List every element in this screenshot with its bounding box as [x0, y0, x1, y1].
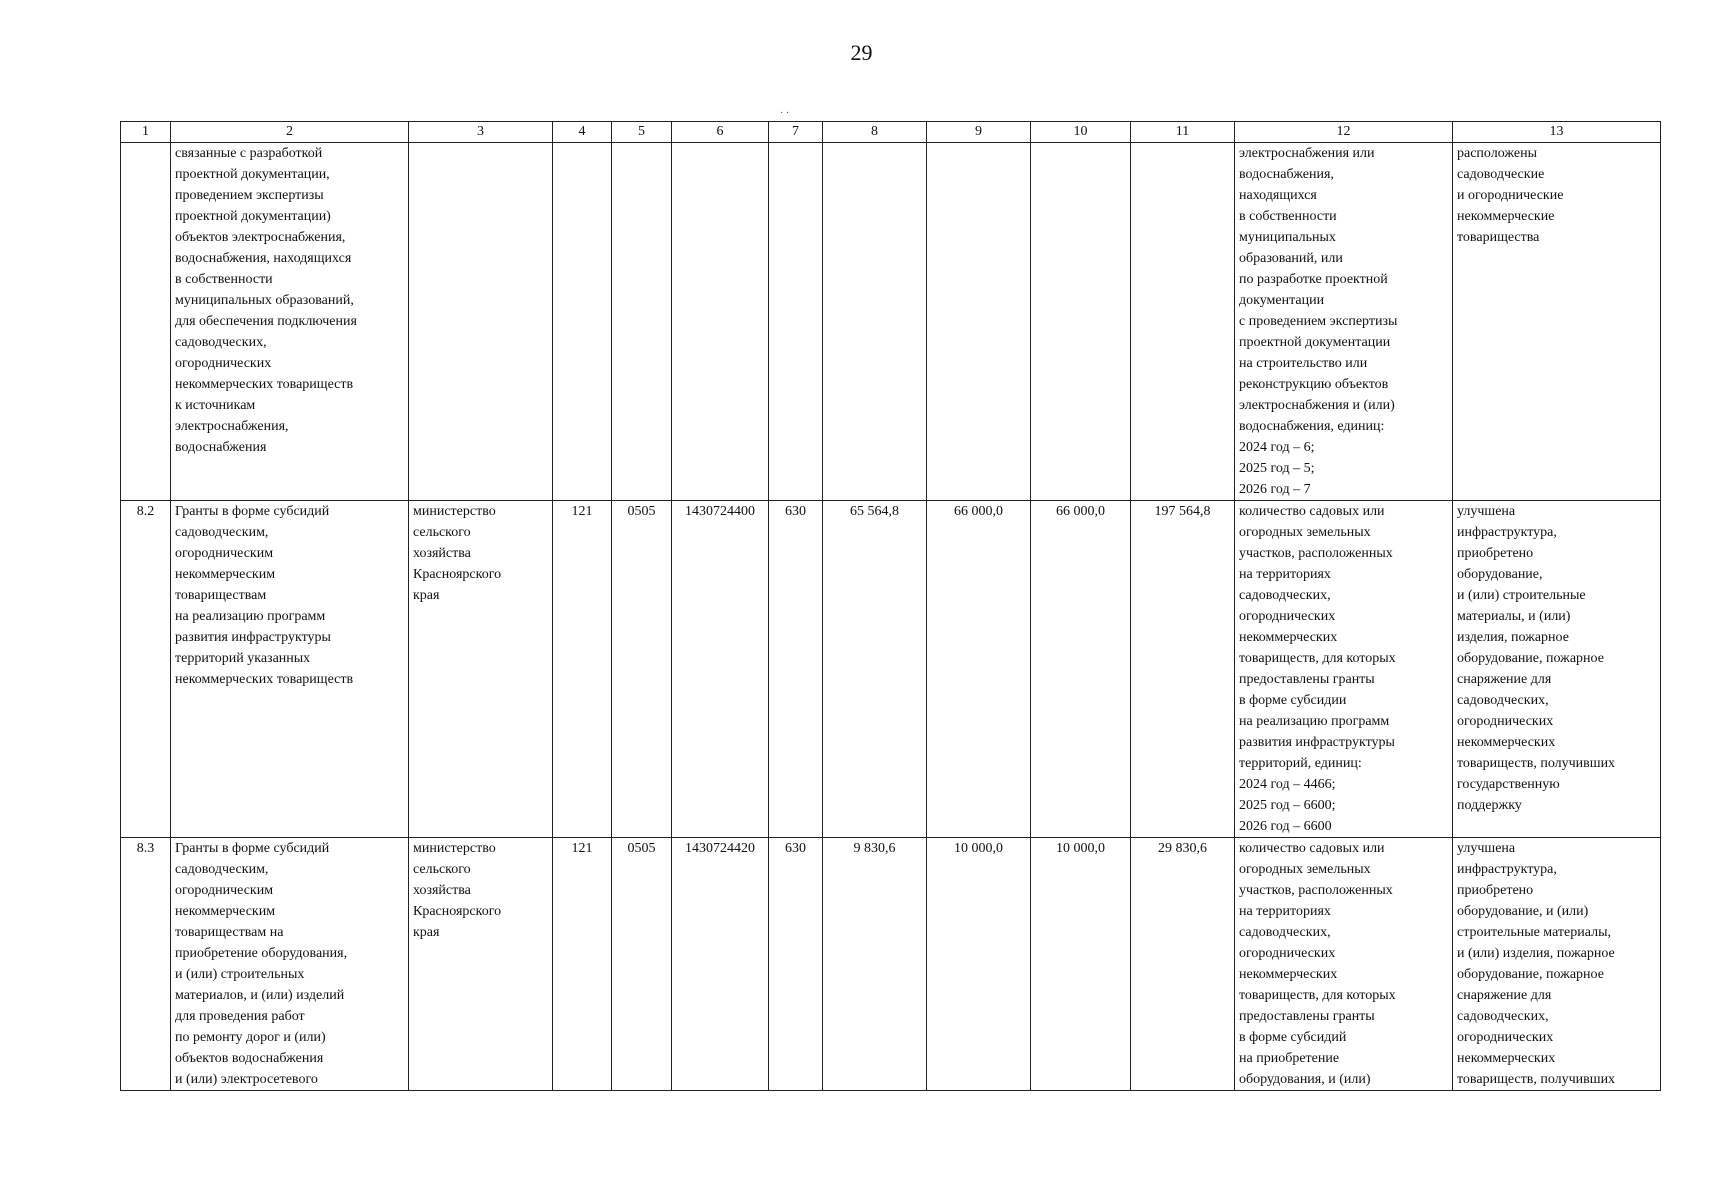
cell-line: в собственности	[1239, 209, 1337, 224]
cell-line: водоснабжения	[175, 440, 267, 455]
cell-line: улучшена	[1457, 504, 1516, 519]
amount-2026-cell	[1031, 143, 1131, 501]
cell-line: объектов водоснабжения	[175, 1051, 324, 1066]
cell-line: приобретено	[1457, 546, 1534, 561]
cell-line: 2025 год – 6600;	[1239, 798, 1336, 813]
cell-line: расположены	[1457, 146, 1537, 161]
cell-line: количество садовых или	[1239, 504, 1385, 519]
cell-line: сельского	[413, 862, 471, 877]
cell-line: к источникам	[175, 398, 256, 413]
cell-line: водоснабжения,	[1239, 167, 1334, 182]
cell-line: муниципальных	[1239, 230, 1336, 245]
cell-line: огородных земельных	[1239, 525, 1371, 540]
cell-line: материалов, и (или) изделий	[175, 988, 345, 1003]
cell-line: участков, расположенных	[1239, 546, 1393, 561]
amount-2025-cell: 66 000,0	[927, 501, 1031, 838]
row-number-cell: 8.2	[121, 501, 171, 838]
cell-line: хозяйства	[413, 546, 471, 561]
cell-line: документации	[1239, 293, 1325, 308]
cell-line: на территориях	[1239, 567, 1331, 582]
cell-line: сельского	[413, 525, 471, 540]
cell-line: связанные с разработкой	[175, 146, 323, 161]
vr-code-cell: 630	[769, 838, 823, 1091]
cell-line: некоммерческие	[1457, 209, 1555, 224]
cell-line: в собственности	[175, 272, 273, 287]
cell-line: товариществ, получивших	[1457, 1072, 1616, 1087]
cell-line: некоммерческим	[175, 904, 276, 919]
cell-line: на приобретение	[1239, 1051, 1340, 1066]
cell-line: проектной документации,	[175, 167, 330, 182]
cell-line: по разработке проектной	[1239, 272, 1388, 287]
cell-line: края	[413, 925, 440, 940]
measure-name-cell	[171, 838, 409, 1091]
cell-line: объектов электроснабжения,	[175, 230, 346, 245]
cell-line: и (или) строительных	[175, 967, 305, 982]
cell-line: 2025 год – 5;	[1239, 461, 1315, 476]
table-row	[121, 501, 1661, 838]
amount-2025-cell: 10 000,0	[927, 838, 1031, 1091]
cell-line: реконструкцию объектов	[1239, 377, 1389, 392]
cell-line: хозяйства	[413, 883, 471, 898]
vr-code-cell: 630	[769, 501, 823, 838]
amount-2024-cell: 9 830,6	[823, 838, 927, 1091]
amount-2024-cell	[823, 143, 927, 501]
cell-line: оборудование,	[1457, 567, 1543, 582]
cell-line: в форме субсидии	[1239, 693, 1347, 708]
cell-line: товариществам	[175, 588, 267, 603]
column-header: 9	[927, 122, 1031, 143]
cell-line: проектной документации	[1239, 335, 1391, 350]
cell-line: министерство	[413, 841, 496, 856]
cell-line: и (или) электросетевого	[175, 1072, 318, 1087]
cell-line: 2026 год – 6600	[1239, 819, 1332, 834]
amount-2026-cell: 66 000,0	[1031, 501, 1131, 838]
amount-2024-cell: 65 564,8	[823, 501, 927, 838]
amount-total-cell: 29 830,6	[1131, 838, 1235, 1091]
vr-code-cell	[769, 143, 823, 501]
cell-line: огороднических	[1239, 946, 1336, 961]
rzpr-code-cell: 0505	[612, 838, 672, 1091]
cell-line: участков, расположенных	[1239, 883, 1393, 898]
column-header: 6	[672, 122, 769, 143]
cell-line: товарищества	[1457, 230, 1540, 245]
responsible-body-cell	[409, 501, 553, 838]
cell-line: 2026 год – 7	[1239, 482, 1311, 497]
cell-line: снаряжение для	[1457, 988, 1552, 1003]
measure-name-cell	[171, 143, 409, 501]
cell-line: на строительство или	[1239, 356, 1368, 371]
rzpr-code-cell	[612, 143, 672, 501]
program-table	[120, 121, 1661, 1091]
column-header: 1	[121, 122, 171, 143]
column-header: 10	[1031, 122, 1131, 143]
csr-code-cell: 1430724400	[672, 501, 769, 838]
amount-2026-cell: 10 000,0	[1031, 838, 1131, 1091]
grbs-code-cell: 121	[553, 838, 612, 1091]
cell-line: садоводческим,	[175, 862, 269, 877]
responsible-body-cell	[409, 838, 553, 1091]
cell-line: предоставлены гранты	[1239, 1009, 1375, 1024]
cell-line: садоводческих,	[1457, 1009, 1549, 1024]
cell-line: электроснабжения и (или)	[1239, 398, 1395, 413]
cell-line: огороднических	[1457, 714, 1554, 729]
cell-line: Гранты в форме субсидий	[175, 841, 330, 856]
amount-2025-cell	[927, 143, 1031, 501]
cell-line: огородных земельных	[1239, 862, 1371, 877]
cell-line: садоводческих,	[1457, 693, 1549, 708]
row-number-cell: 8.3	[121, 838, 171, 1091]
cell-line: некоммерческим	[175, 567, 276, 582]
cell-line: некоммерческих	[1239, 967, 1338, 982]
cell-line: на реализацию программ	[175, 609, 326, 624]
responsible-body-cell	[409, 143, 553, 501]
cell-line: 2024 год – 6;	[1239, 440, 1315, 455]
row-number-cell	[121, 143, 171, 501]
cell-line: Красноярского	[413, 904, 502, 919]
cell-line: огороднических	[1457, 1030, 1554, 1045]
indicator-cell	[1235, 838, 1453, 1091]
cell-line: оборудование, и (или)	[1457, 904, 1589, 919]
cell-line: по ремонту дорог и (или)	[175, 1030, 326, 1045]
cell-line: края	[413, 588, 440, 603]
table-row	[121, 838, 1661, 1091]
column-header: 4	[553, 122, 612, 143]
table-row	[121, 143, 1661, 501]
cell-line: снаряжение для	[1457, 672, 1552, 687]
cell-line: некоммерческих товариществ	[175, 377, 354, 392]
cell-line: развития инфраструктуры	[1239, 735, 1395, 750]
cell-line: поддержку	[1457, 798, 1522, 813]
cell-line: на территориях	[1239, 904, 1331, 919]
cell-line: электроснабжения или	[1239, 146, 1375, 161]
cell-line: государственную	[1457, 777, 1560, 792]
expected-result-cell	[1453, 838, 1661, 1091]
column-header: 11	[1131, 122, 1235, 143]
cell-line: огородническим	[175, 883, 274, 898]
cell-line: улучшена	[1457, 841, 1516, 856]
cell-line: некоммерческих	[1457, 1051, 1556, 1066]
cell-line: оборудование, пожарное	[1457, 651, 1604, 666]
cell-line: количество садовых или	[1239, 841, 1385, 856]
cell-line: и огороднические	[1457, 188, 1564, 203]
cell-line: товариществ, получивших	[1457, 756, 1616, 771]
cell-line: территорий, единиц:	[1239, 756, 1362, 771]
cell-line: оборудование, пожарное	[1457, 967, 1604, 982]
grbs-code-cell	[553, 143, 612, 501]
grbs-code-cell: 121	[553, 501, 612, 838]
page-number: 29	[850, 40, 873, 65]
header-row	[121, 122, 1661, 143]
cell-line: некоммерческих	[1239, 630, 1338, 645]
column-header: 3	[409, 122, 553, 143]
cell-line: материалы, и (или)	[1457, 609, 1571, 624]
cell-line: для проведения работ	[175, 1009, 305, 1024]
cell-line: в форме субсидий	[1239, 1030, 1347, 1045]
cell-line: строительные материалы,	[1457, 925, 1611, 940]
cell-line: министерство	[413, 504, 496, 519]
cell-line: проведением экспертизы	[175, 188, 324, 203]
cell-line: садоводческих,	[1239, 925, 1331, 940]
cell-line: изделия, пожарное	[1457, 630, 1569, 645]
cell-line: огороднических	[1239, 609, 1336, 624]
cell-line: инфраструктура,	[1457, 862, 1557, 877]
cell-line: образований, или	[1239, 251, 1343, 266]
cell-line: огороднических	[175, 356, 272, 371]
cell-line: муниципальных образований,	[175, 293, 354, 308]
cell-line: 2024 год – 4466;	[1239, 777, 1336, 792]
cell-line: приобретение оборудования,	[175, 946, 348, 961]
column-header: 8	[823, 122, 927, 143]
cell-line: и (или) изделия, пожарное	[1457, 946, 1615, 961]
cell-line: предоставлены гранты	[1239, 672, 1375, 687]
column-header: 13	[1453, 122, 1661, 143]
column-header: 12	[1235, 122, 1453, 143]
cell-line: развития инфраструктуры	[175, 630, 331, 645]
cell-line: садоводческим,	[175, 525, 269, 540]
cell-line: для обеспечения подключения	[175, 314, 357, 329]
cell-line: территорий указанных	[175, 651, 311, 666]
cell-line: огородническим	[175, 546, 274, 561]
amount-total-cell	[1131, 143, 1235, 501]
cell-line: некоммерческих	[1457, 735, 1556, 750]
cell-line: Красноярского	[413, 567, 502, 582]
indicator-cell	[1235, 501, 1453, 838]
cell-line: приобретено	[1457, 883, 1534, 898]
scan-speck: · ·	[780, 108, 790, 119]
cell-line: садоводческие	[1457, 167, 1545, 182]
indicator-cell	[1235, 143, 1453, 501]
cell-line: садоводческих,	[1239, 588, 1331, 603]
cell-line: и (или) строительные	[1457, 588, 1586, 603]
cell-line: товариществам на	[175, 925, 284, 940]
amount-total-cell: 197 564,8	[1131, 501, 1235, 838]
column-header: 5	[612, 122, 672, 143]
column-header: 2	[171, 122, 409, 143]
rzpr-code-cell: 0505	[612, 501, 672, 838]
cell-line: товариществ, для которых	[1239, 651, 1396, 666]
measure-name-cell	[171, 501, 409, 838]
cell-line: инфраструктура,	[1457, 525, 1557, 540]
csr-code-cell	[672, 143, 769, 501]
cell-line: водоснабжения, единиц:	[1239, 419, 1385, 434]
cell-line: Гранты в форме субсидий	[175, 504, 330, 519]
cell-line: находящихся	[1239, 188, 1317, 203]
cell-line: проектной документации)	[175, 209, 331, 224]
cell-line: некоммерческих товариществ	[175, 672, 354, 687]
cell-line: электроснабжения,	[175, 419, 289, 434]
cell-line: водоснабжения, находящихся	[175, 251, 352, 266]
cell-line: оборудования, и (или)	[1239, 1072, 1371, 1087]
expected-result-cell	[1453, 143, 1661, 501]
csr-code-cell: 1430724420	[672, 838, 769, 1091]
column-header: 7	[769, 122, 823, 143]
cell-line: садоводческих,	[175, 335, 267, 350]
cell-line: на реализацию программ	[1239, 714, 1390, 729]
cell-line: товариществ, для которых	[1239, 988, 1396, 1003]
cell-line: с проведением экспертизы	[1239, 314, 1398, 329]
expected-result-cell	[1453, 501, 1661, 838]
